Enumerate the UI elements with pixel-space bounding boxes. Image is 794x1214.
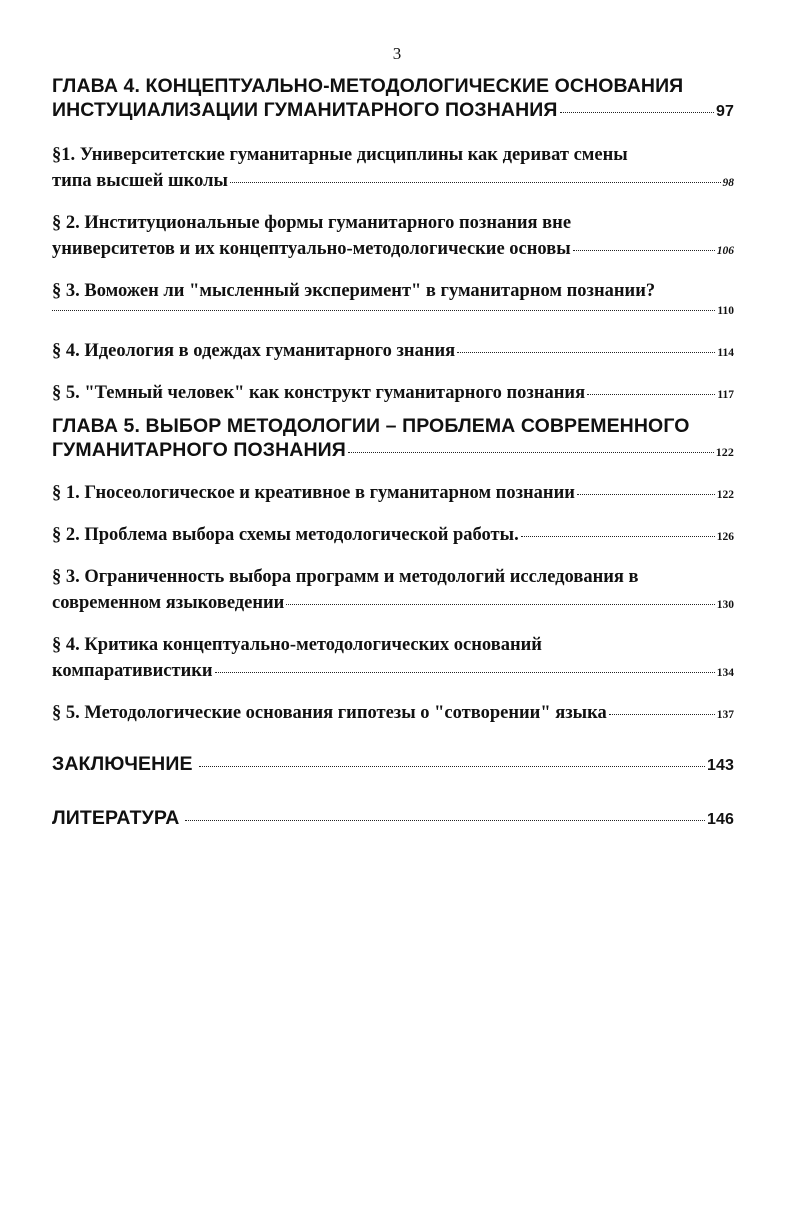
toc-section-5-2[interactable] xyxy=(52,522,734,550)
toc-section-4-3[interactable] xyxy=(52,278,734,324)
conclusion-title: ЗАКЛЮЧЕНИЕ xyxy=(52,753,193,775)
dot-leader xyxy=(185,820,705,821)
dot-leader xyxy=(573,250,715,251)
dot-leader xyxy=(199,766,705,767)
section-title-line1: § 4. Критика концептуально-методологических оснований xyxy=(52,635,542,655)
section-title-line2: университетов и их концептуально-методологические основы xyxy=(52,239,571,259)
section-title: § 5. Методологические основания гипотезы о "сотворении" языка xyxy=(52,703,607,723)
section-title: § 2. Проблема выбора схемы методологической работы. xyxy=(52,525,519,545)
section-title-line1: § 3. Ограниченность выбора программ и методологий исследования в xyxy=(52,567,639,587)
chapter-title-line2: ГУМАНИТАРНОГО ПОЗНАНИЯ xyxy=(52,439,346,461)
toc-section-5-4[interactable] xyxy=(52,632,734,686)
dot-leader xyxy=(587,394,715,395)
dot-leader xyxy=(577,494,715,495)
toc-section-4-2[interactable] xyxy=(52,210,734,264)
page-ref: 122 xyxy=(715,445,734,459)
toc-section-5-5[interactable] xyxy=(52,700,734,728)
page-ref: 146 xyxy=(707,811,734,828)
page-number: 3 xyxy=(392,44,402,63)
dot-leader xyxy=(348,452,714,453)
section-title-line2: компаративистики xyxy=(52,661,213,681)
toc-section-4-4[interactable] xyxy=(52,338,734,366)
section-title: § 5. "Темный человек" как конструкт гуманитарного познания xyxy=(52,383,586,403)
section-title: § 4. Идеология в одеждах гуманитарного знания xyxy=(52,341,456,361)
section-title-line1: § 2. Институциональные формы гуманитарного познания вне xyxy=(52,213,572,233)
page-ref: 130 xyxy=(716,599,734,611)
page-ref: 126 xyxy=(716,531,734,543)
dot-leader xyxy=(286,604,714,605)
toc-chapter-4[interactable] xyxy=(52,74,734,124)
dot-leader xyxy=(230,182,721,183)
page-ref: 98 xyxy=(722,177,734,189)
section-title-line2: современном языковедении xyxy=(52,593,285,613)
toc-chapter-5[interactable] xyxy=(52,414,734,464)
page-ref: 134 xyxy=(716,667,734,679)
toc-literature[interactable] xyxy=(52,806,734,832)
page-ref: 117 xyxy=(717,389,734,401)
toc-section-5-3[interactable] xyxy=(52,564,734,618)
dot-leader xyxy=(560,112,715,113)
section-title: § 1. Гносеологическое и креативное в гуманитарном познании xyxy=(52,483,575,503)
toc-section-4-5[interactable] xyxy=(52,380,734,408)
page-ref: 143 xyxy=(707,757,734,774)
dot-leader xyxy=(521,536,715,537)
literature-title: ЛИТЕРАТУРА xyxy=(52,807,180,829)
page-ref: 114 xyxy=(717,347,734,359)
toc-section-4-1[interactable] xyxy=(52,142,734,196)
page-ref: 106 xyxy=(716,245,734,257)
page-ref: 122 xyxy=(716,489,734,501)
dot-leader xyxy=(52,310,715,311)
page-ref: 97 xyxy=(716,103,734,120)
toc-section-5-1[interactable] xyxy=(52,480,734,508)
section-title-line2: типа высшей школы xyxy=(52,171,228,191)
toc-conclusion[interactable] xyxy=(52,752,734,778)
page-ref: 137 xyxy=(716,709,734,721)
chapter-title-line2: ИНСТУЦИАЛИЗАЦИИ ГУМАНИТАРНОГО ПОЗНАНИЯ xyxy=(52,99,558,121)
page-ref: 110 xyxy=(717,305,734,317)
section-title-line1: §1. Университетские гуманитарные дисциплины как дериват смены xyxy=(52,145,628,165)
section-title-line1: § 3. Воможен ли "мысленный эксперимент" в гуманитарном познании? xyxy=(52,281,656,301)
dot-leader xyxy=(457,352,715,353)
chapter-title-line1: ГЛАВА 5. ВЫБОР МЕТОДОЛОГИИ – ПРОБЛЕМА СОВРЕМЕННОГО xyxy=(52,415,690,437)
table-of-contents xyxy=(52,74,734,832)
dot-leader xyxy=(609,714,715,715)
dot-leader xyxy=(215,672,715,673)
chapter-title-line1: ГЛАВА 4. КОНЦЕПТУАЛЬНО-МЕТОДОЛОГИЧЕСКИЕ ОСНОВАНИЯ xyxy=(52,75,684,97)
